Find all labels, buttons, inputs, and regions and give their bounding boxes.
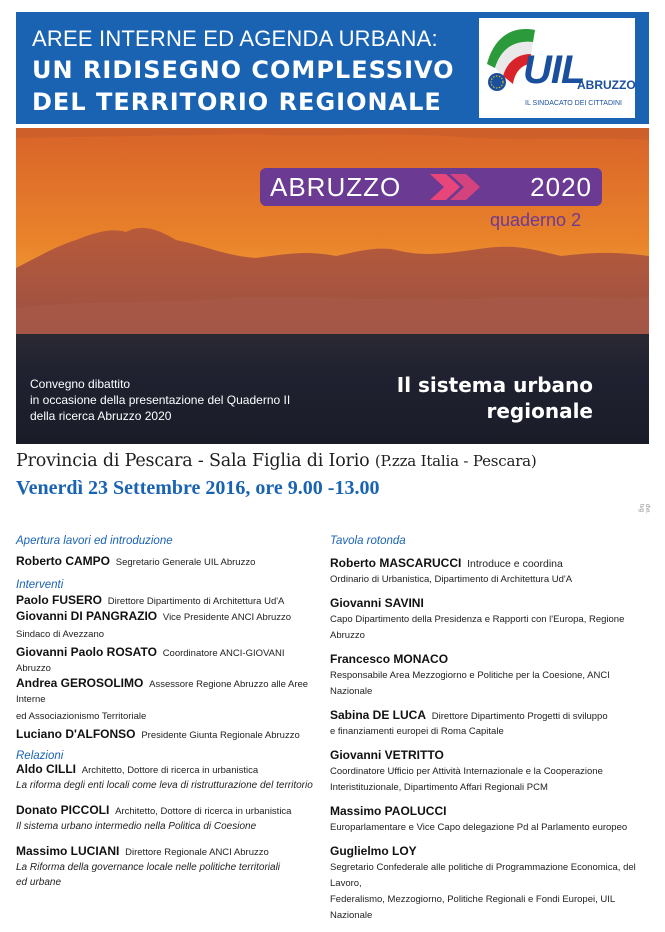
panelist-role: Segretario Confederale alle politiche di Programmazione Economica, del Lavoro, — [330, 862, 636, 889]
venue-place: Provincia di Pescara - Sala Figlia di Iorio — [16, 451, 370, 471]
speaker-name: Giovanni Paolo ROSATO — [16, 645, 157, 659]
description-line: in occasione della presentazione del Quaderno II — [30, 393, 291, 407]
venue-address: (P.zza Italia - Pescara) — [374, 452, 537, 470]
event-date: Venerdì 23 Settembre 2016, ore 9.00 -13.00 — [16, 477, 380, 499]
speaker-entry — [16, 676, 316, 724]
panelist-entry — [330, 804, 650, 836]
speaker-role: Segretario Generale UIL Abruzzo — [115, 557, 256, 568]
header-line-2: UN RIDISEGNO COMPLESSIVO — [32, 56, 455, 84]
panelist-entry — [330, 556, 650, 588]
report-entry — [16, 762, 316, 793]
panelist-role: Responsabile Area Mezzogiorno e Politiche per la Coesione, ANCI Nazionale — [330, 670, 610, 697]
speaker-role: Direttore Dipartimento di Architettura Ud'A — [107, 596, 285, 607]
panelist-entry — [330, 652, 650, 700]
speaker-role: Coordinatore ANCI-GIOVANI Abruzzo — [16, 648, 285, 674]
event-topic — [397, 372, 593, 424]
panelist-role: Coordinatore Ufficio per Attività Internazionale e la Cooperazione — [330, 766, 603, 777]
logo-uil-text: UIL — [523, 48, 585, 92]
report-entry — [16, 844, 316, 890]
panelist-entry — [330, 708, 650, 740]
logo-region-text: ABRUZZO — [577, 78, 636, 92]
badge-right-text: 2020 — [530, 172, 592, 202]
panelist-name: Francesco MONACO — [330, 652, 449, 666]
speaker-name: Paolo FUSERO — [16, 593, 103, 607]
sunset-landscape-image — [16, 128, 649, 444]
badge-left-text: ABRUZZO — [270, 172, 402, 202]
speaker-name: Giovanni DI PANGRAZIO — [16, 609, 158, 623]
abruzzo-2020-badge — [260, 168, 602, 206]
panelist-role: Federalismo, Mezzogiorno, Politiche Regionali e Fondi Europei, UIL Nazionale — [330, 894, 615, 921]
report-topic: ed urbane — [16, 877, 62, 888]
quaderno-label: quaderno 2 — [490, 210, 582, 230]
speaker-extra: Sindaco di Avezzano — [16, 629, 105, 640]
program-left-column — [16, 535, 316, 893]
panelist-role: Europarlamentare e Vice Capo delegazione Pd al Parlamento europeo — [330, 822, 628, 833]
panelist-name: Massimo PAOLUCCI — [330, 804, 447, 818]
speaker-name: Roberto CAMPO — [16, 554, 110, 568]
header-line-1: AREE INTERNE ED AGENDA URBANA: — [32, 26, 438, 51]
description-line: Convegno dibattito — [30, 377, 131, 391]
speaker-extra: ed Associazionismo Territoriale — [16, 711, 147, 722]
speaker-role: Assessore Regione Abruzzo alle Aree Interne — [16, 679, 309, 705]
speaker-entry — [16, 593, 316, 609]
report-topic: Il sistema urbano intermedio nella Politica di Coesione — [16, 821, 257, 832]
speaker-role: Vice Presidente ANCI Abruzzo — [162, 612, 292, 623]
report-topic: La Riforma della governance locale nelle politiche territoriali — [16, 862, 281, 873]
report-topic: La riforma degli enti locali come leva di ristrutturazione del territorio — [16, 780, 313, 791]
header-line-3: DEL TERRITORIO REGIONALE — [32, 88, 442, 116]
panelist-role: e finanziamenti europei di Roma Capitale — [330, 726, 504, 737]
panelist-name: Giovanni VETRITTO — [330, 748, 444, 762]
side-mark: dvr. tvg — [638, 504, 650, 514]
double-chevron-icon — [428, 172, 484, 202]
panelist-name: Sabina DE LUCA — [330, 708, 427, 722]
section-title-interventions: Interventi — [16, 579, 64, 591]
panelist-entry — [330, 844, 650, 924]
header-banner — [16, 12, 649, 124]
speaker-entry — [16, 727, 316, 743]
topic-line-2: regionale — [486, 399, 593, 423]
topic-line-1: Il sistema urbano — [396, 373, 593, 397]
speaker-name: Massimo LUCIANI — [16, 844, 120, 858]
report-entry — [16, 803, 316, 834]
panelist-inline-role: Introduce e coordina — [467, 558, 563, 570]
speaker-role: Architetto, Dottore di ricerca in urbanistica — [115, 806, 292, 817]
panelist-role: Ordinario di Urbanistica, Dipartimento di Architettura Ud'A — [330, 574, 573, 585]
speaker-role: Direttore Regionale ANCI Abruzzo — [125, 847, 269, 858]
speaker-entry — [16, 554, 316, 570]
speaker-entry — [16, 609, 316, 642]
panelist-inline-role: Direttore Dipartimento Progetti di sviluppo — [431, 711, 608, 722]
speaker-name: Luciano D'ALFONSO — [16, 727, 136, 741]
speaker-role: Architetto, Dottore di ricerca in urbanistica — [81, 765, 259, 776]
description-line: della ricerca Abruzzo 2020 — [30, 409, 172, 423]
speaker-name: Andrea GEROSOLIMO — [16, 676, 144, 690]
event-description — [30, 376, 290, 424]
logo-tagline: IL SINDACATO DEI CITTADINI — [525, 100, 622, 107]
panelist-role: Capo Dipartimento della Presidenza e Rapporti con l'Europa, Regione Abruzzo — [330, 614, 625, 641]
panelist-role: Interistituzionale, Dipartimento Affari Regionali PCM — [330, 782, 548, 793]
panelist-name: Giovanni SAVINI — [330, 596, 424, 610]
speaker-role: Presidente Giunta Regionale Abruzzo — [141, 730, 300, 741]
speaker-name: Aldo CILLI — [16, 762, 76, 776]
section-title-opening: Apertura lavori ed introduzione — [16, 535, 173, 547]
uil-logo — [479, 18, 635, 118]
panelist-name: Guglielmo LOY — [330, 844, 417, 858]
section-title-reports: Relazioni — [16, 750, 64, 762]
speaker-name: Donato PICCOLI — [16, 803, 110, 817]
program-right-column — [330, 535, 650, 932]
panelist-entry — [330, 748, 650, 796]
venue-line — [16, 451, 537, 471]
section-title-roundtable: Tavola rotonda — [330, 535, 406, 547]
panelist-name: Roberto MASCARUCCI — [330, 556, 462, 570]
speaker-entry — [16, 645, 316, 676]
panelist-entry — [330, 596, 650, 644]
